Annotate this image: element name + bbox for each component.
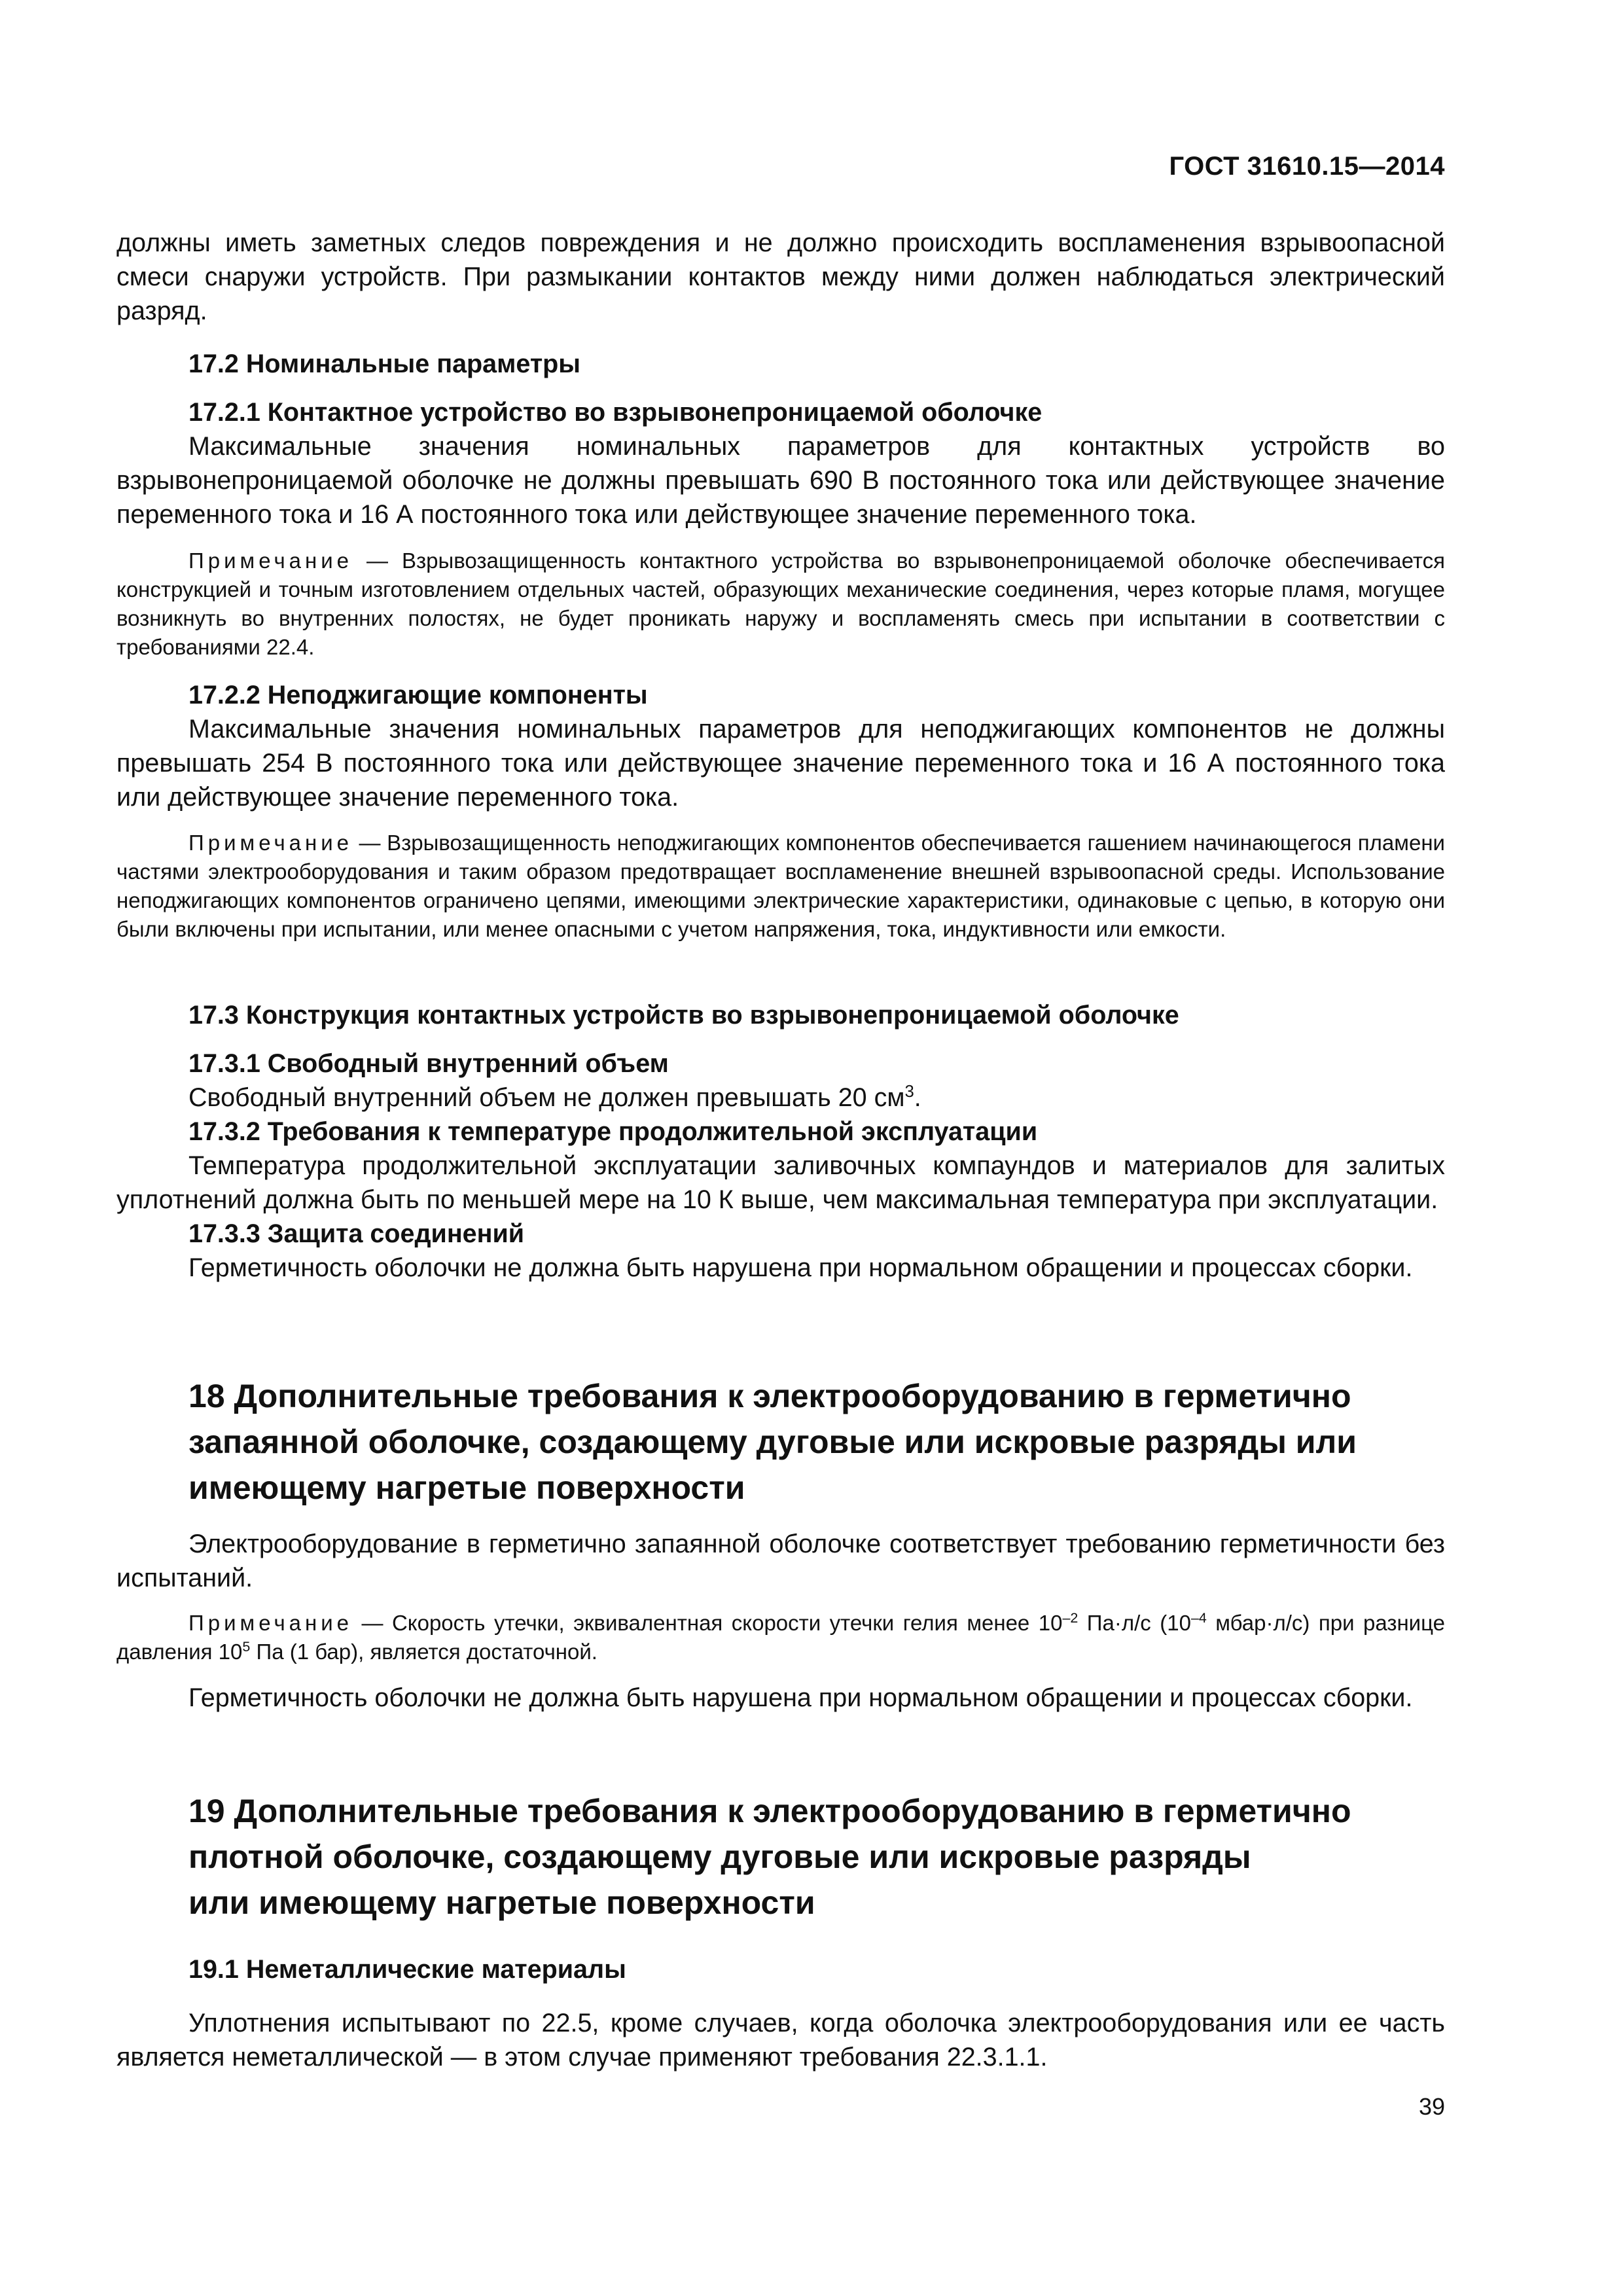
note-text: — Взрывозащищенность неподжигающих компонентов обеспечивается гашением начинающегося пламени частями электрооборудования и таким образом предотвращает воспламенение внешней взрывоопасной среды. Использование неподжигающих компонентов ограничено цепями, имеющими электрические характеристики, одинаковые с цепью, в которую они были включены при испытании, или менее опасными с учетом напряжения, тока, индуктивности или емкости. <box>116 831 1445 941</box>
note-17-2-2 <box>116 829 1445 944</box>
section-18-text-2 <box>116 1681 1445 1715</box>
heading-17-2-2: 17.2.2 Неподжигающие компоненты <box>188 681 648 709</box>
heading-17-2: 17.2 Номинальные параметры <box>188 350 581 378</box>
text-19-1: Уплотнения испытывают по 22.5, кроме случаев, когда оболочка электрооборудования или ее часть является неметаллической — в этом случае применяют требования 22.3.1.1. <box>116 2009 1445 2072</box>
page-number: 39 <box>1418 2093 1445 2120</box>
section-17-3 <box>116 998 1445 1032</box>
section-17-2-1 <box>116 395 1445 531</box>
note-label: Примечание <box>188 831 353 855</box>
heading-19-line-3: или имеющему нагретые поверхности <box>188 1884 815 1921</box>
text-18: Электрооборудование в герметично запаянной оболочке соответствует требованию герметичности без испытаний. <box>116 1530 1445 1592</box>
text-17-2-1: Максимальные значения номинальных параметров для контактных устройств во взрывонепроницаемой оболочке не должны превышать 690 В постоянного тока или действующее значение переменного тока и 16 А постоянного тока или действующее значение переменного тока. <box>116 432 1445 529</box>
heading-17-3-2: 17.3.2 Требования к температуре продолжительной эксплуатации <box>188 1117 1038 1146</box>
text-17-3-3: Герметичность оболочки не должна быть нарушена при нормальном обращении и процессах сборки. <box>188 1253 1413 1282</box>
note-18: Примечание — Скорость утечки, эквивалентная скорости утечки гелия менее $10^{-2}$ Па·л/с ($10^{-4}$ мбар·л/с) при разнице давления $10^5$ Па (1 бар), является достаточной. <box>116 1610 1445 1664</box>
note-17-2-1 <box>116 547 1445 662</box>
section-19-1-text <box>116 2006 1445 2074</box>
heading-19-line-2: плотной оболочке, создающему дуговые или искровые разряды <box>188 1839 1251 1875</box>
heading-17-3-3: 17.3.3 Защита соединений <box>188 1219 525 1248</box>
section-17-2 <box>116 347 1445 381</box>
text-17-3-1: Свободный внутренний объем не должен превышать 20 см <box>188 1083 905 1112</box>
note-label: Примечание <box>188 548 353 573</box>
intro-text: должны иметь заметных следов повреждения и не должно происходить воспламенения взрывоопасной смеси снаружи устройств. При размыкании контактов между ними должен наблюдаться электрический разряд. <box>116 228 1445 325</box>
note-text: — Взрывозащищенность контактного устройства во взрывонепроницаемой оболочке обеспечивается конструкцией и точным изготовлением отдельных частей, образующих механические соединения, через которые пламя, могущее возникнуть во внутренних полостях, не будет проникать наружу и воспламенять смесь при испытании в соответствии с требованиями 22.4. <box>116 548 1445 659</box>
heading-18-line-2: запаянной оболочке, создающему дуговые или искровые разряды или <box>188 1424 1357 1460</box>
heading-17-3: 17.3 Конструкция контактных устройств во взрывонепроницаемой оболочке <box>188 1001 1179 1030</box>
heading-19-line-1: 19 Дополнительные требования к электрооборудованию в герметично <box>188 1793 1351 1829</box>
section-18-text <box>116 1527 1445 1595</box>
text-18-2: Герметичность оболочки не должна быть нарушена при нормальном обращении и процессах сборки. <box>188 1683 1413 1712</box>
text-17-3-2: Температура продолжительной эксплуатации заливочных компаундов и материалов для залитых уплотнений должна быть по меньшей мере на 10 К выше, чем максимальная температура при эксплуатации. <box>116 1151 1445 1214</box>
heading-17-3-1: 17.3.1 Свободный внутренний объем <box>188 1049 669 1078</box>
heading-19-1: 19.1 Неметаллические материалы <box>188 1955 626 1984</box>
section-17-2-2 <box>116 678 1445 814</box>
section-19-1 <box>116 1952 1445 1986</box>
note-label: Примечание <box>188 1611 353 1635</box>
heading-18-line-1: 18 Дополнительные требования к электрооборудованию в герметично <box>188 1378 1351 1414</box>
text-17-2-2: Максимальные значения номинальных параметров для неподжигающих компонентов не должны превышать 254 В постоянного тока или действующее значение переменного тока и 16 А постоянного тока или действующее значение переменного тока. <box>116 715 1445 812</box>
intro-paragraph <box>116 226 1445 328</box>
superscript: 3 <box>904 1082 914 1101</box>
section-17-3-1: 17.3.1 Свободный внутренний объем Свободный внутренний объем не должен превышать 20 $см^3$. 17.3.2 Требования к температуре продолжительной эксплуатации Температура продолжительной эксплуатации заливочных компаундов и материалов для залитых уплотнений должна быть по меньшей мере на 10 К выше, чем максимальная температура при эксплуатации. 17.3.3 Защита соединений Герметичность оболочки не должна быть нарушена при нормальном обращении и процессах сборки. <box>116 1047 1445 1285</box>
section-19-heading <box>116 1788 1445 1926</box>
heading-17-2-1: 17.2.1 Контактное устройство во взрывонепроницаемой оболочке <box>188 398 1043 427</box>
heading-18-line-3: имеющему нагретые поверхности <box>188 1469 745 1506</box>
section-18-heading <box>116 1373 1445 1511</box>
document-code: ГОСТ 31610.15—2014 <box>1169 152 1445 181</box>
